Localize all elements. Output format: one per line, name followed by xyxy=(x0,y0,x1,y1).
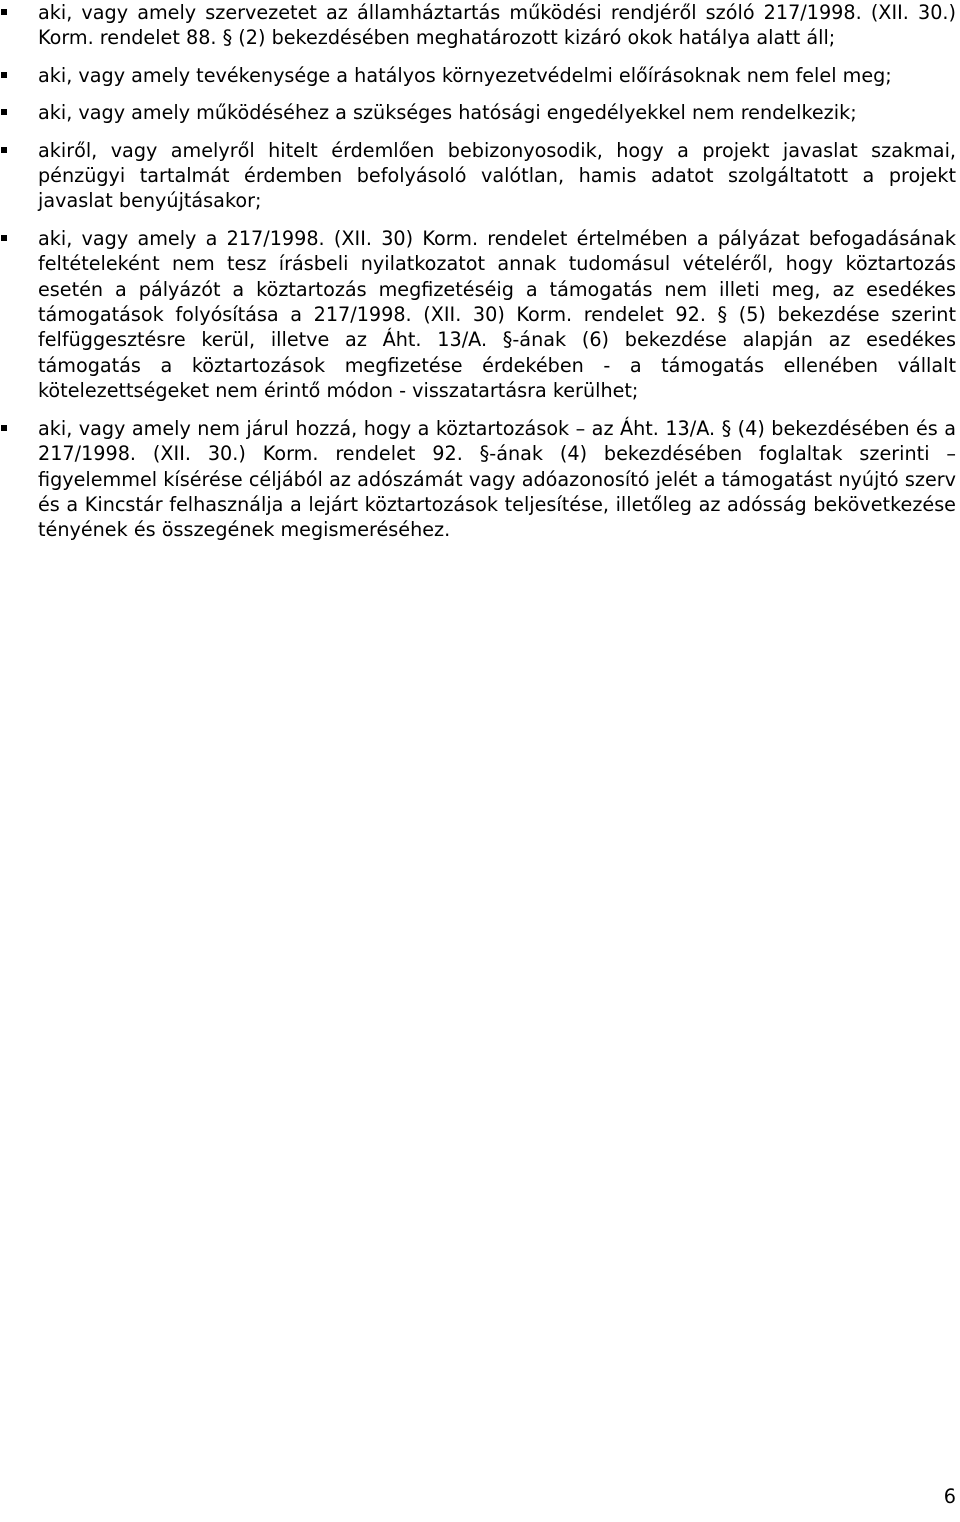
list-item xyxy=(0,226,960,404)
list-item xyxy=(0,0,960,51)
square-bullet-icon xyxy=(1,9,7,15)
list-item-text: aki, vagy amely szervezetet az államháztartás működési rendjéről szóló 217/1998. (XII. 30.) Korm. rendelet 88. § (2) bekezdésében meghatározott kizáró okok hatálya alatt áll; xyxy=(38,1,956,50)
list-item xyxy=(0,100,960,125)
list-item xyxy=(0,416,960,543)
square-bullet-icon xyxy=(1,425,7,431)
list-item-text: aki, vagy amely a 217/1998. (XII. 30) Korm. rendelet értelmében a pályázat befogadásának feltételeként nem tesz írásbeli nyilatkozatot annak tudomásul vételéről, hogy köztartozás esetén a pályázót a köztartozás megfizetéséig a támogatás nem illeti meg, az esedékes támogatások folyósítása a 217/1998. (XII. 30) Korm. rendelet 92. § (5) bekezdése szerint felfüggesztésre kerül, illetve az Áht. 13/A. §-ának (6) bekezdése alapján az esedékes támogatás a köztartozások megfizetése érdekében - a támogatás ellenében vállalt kötelezettségeket nem érintő módon - visszatartásra kerülhet; xyxy=(38,226,956,403)
square-bullet-icon xyxy=(1,147,7,153)
page-number: 6 xyxy=(943,1485,956,1508)
exclusion-criteria-list xyxy=(0,0,960,555)
square-bullet-icon xyxy=(1,109,7,115)
square-bullet-icon xyxy=(1,72,7,78)
list-item-text: aki, vagy amely nem járul hozzá, hogy a köztartozások – az Áht. 13/A. § (4) bekezdésében és a 217/1998. (XII. 30.) Korm. rendelet 92. §-ának (4) bekezdésében foglaltak szerinti – figyelemmel kísérése céljából az adószámát vagy adóazonosító jelét a támogatást nyújtó szerv és a Kincstár felhasználja a lejárt köztartozások teljesítése, illetőleg az adósság bekövetkezése tényének és összegének megismeréséhez. xyxy=(38,416,956,542)
list-item-text: aki, vagy amely tevékenysége a hatályos környezetvédelmi előírásoknak nem felel meg; xyxy=(38,63,892,87)
list-item-text: aki, vagy amely működéséhez a szükséges hatósági engedélyekkel nem rendelkezik; xyxy=(38,101,857,125)
list-item xyxy=(0,63,960,88)
square-bullet-icon xyxy=(1,235,7,241)
list-item-text: akiről, vagy amelyről hitelt érdemlően bebizonyosodik, hogy a projekt javaslat szakmai, pénzügyi tartalmát érdemben befolyásoló valótlan, hamis adatot szolgáltatott a projekt javaslat benyújtásakor; xyxy=(38,138,956,213)
list-item xyxy=(0,138,960,214)
